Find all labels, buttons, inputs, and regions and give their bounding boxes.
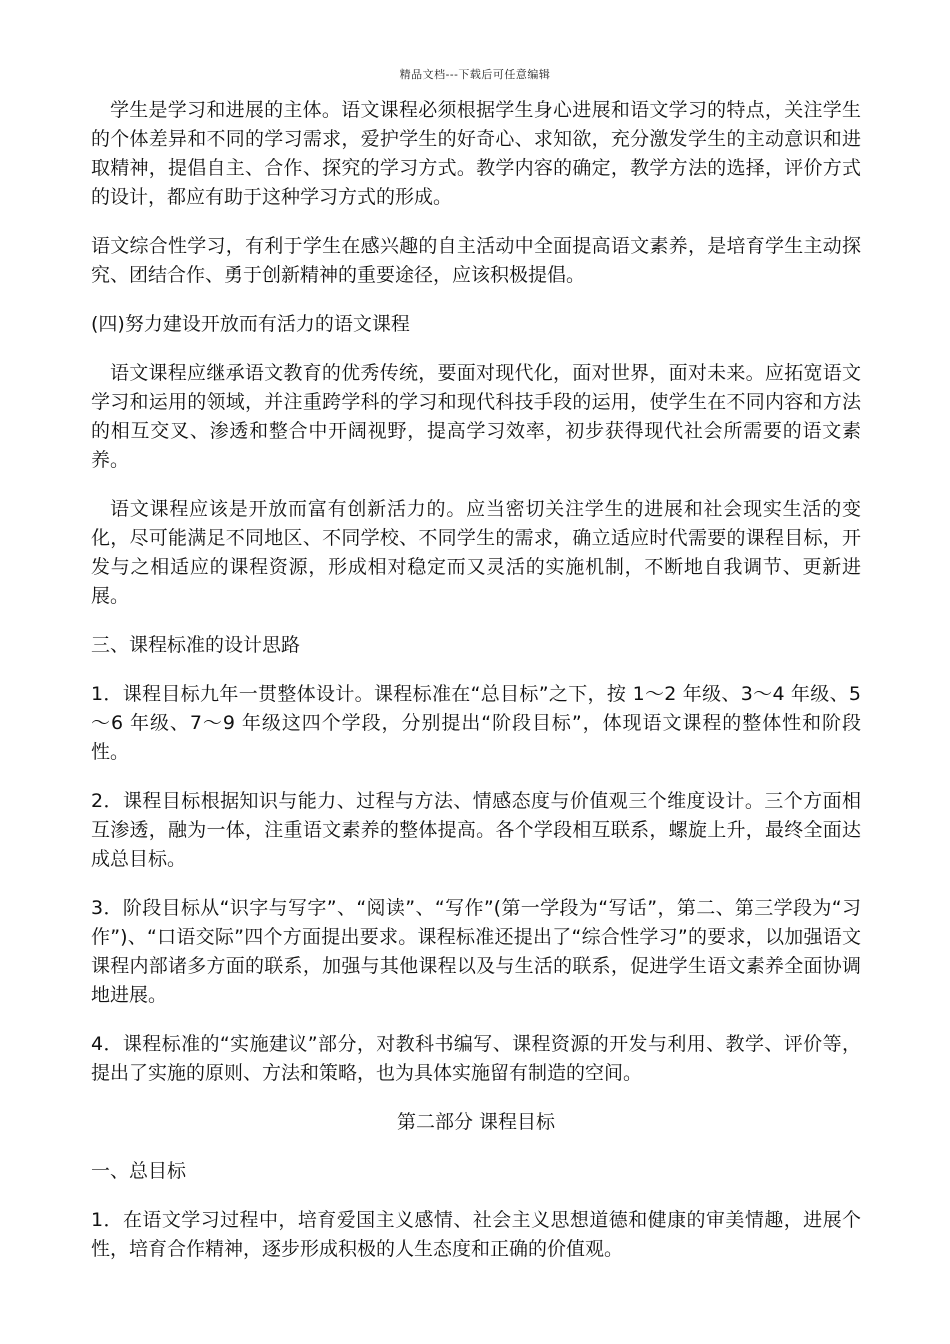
part-title-curriculum-goals: 第二部分 课程目标: [396, 1111, 556, 1133]
paragraph-comprehensive-learning: 语文综合性学习，有利于学生在感兴趣的自主活动中全面提高语文素养，是培育学生主动探究、团结合作、勇于创新精神的重要途径，应该积极提倡。: [91, 235, 861, 286]
section-heading-overall-goal: 一、总目标: [91, 1160, 187, 1182]
list-item-2: 2．课程目标根据知识与能力、过程与方法、情感态度与价值观三个维度设计。三个方面相互渗透，融为一体，注重语文素养的整体提高。各个学段相互联系，螺旋上升，最终全面达成总目标。: [91, 790, 861, 870]
list-item-4: 4．课程标准的“实施建议”部分，对教科书编写、课程资源的开发与利用、教学、评价等，提出了实施的原则、方法和策略，也为具体实施留有制造的空间。: [91, 1033, 861, 1084]
goal-item-1: 1．在语文学习过程中，培育爱国主义感情、社会主义思想道德和健康的审美情趣，进展个性，培育合作精神，逐步形成积极的人生态度和正确的价值观。: [91, 1209, 861, 1260]
paragraph-tradition: 语文课程应继承语文教育的优秀传统，要面对现代化，面对世界，面对未来。应拓宽语文学习和运用的领域，并注重跨学科的学习和现代科技手段的运用，使学生在不同内容和方法的相互交叉、渗透和整合中开阔视野，提高学习效率，初步获得现代社会所需要的语文素养。: [91, 362, 861, 471]
section-heading-open-curriculum: (四)努力建设开放而有活力的语文课程: [91, 313, 410, 335]
page-header: 精品文档---下载后可任意编辑: [399, 68, 551, 81]
list-item-3: 3．阶段目标从“识字与写字”、“阅读”、“写作”(第一学段为“写话”，第二、第三学段为“习作”)、“口语交际”四个方面提出要求。课程标准还提出了“综合性学习”的要求，以加强语文课程内部诸多方面的联系，加强与其他课程以及与生活的联系，促进学生语文素养全面协调地进展。: [91, 897, 861, 1006]
list-item-1: 1．课程目标九年一贯整体设计。课程标准在“总目标”之下，按 1～2 年级、3～4 年级、5～6 年级、7～9 年级这四个学段，分别提出“阶段目标”，体现语文课程的整体性和阶段性。: [91, 683, 861, 763]
section-heading-design-ideas: 三、课程标准的设计思路: [91, 634, 301, 656]
paragraph-open-innovative: 语文课程应该是开放而富有创新活力的。应当密切关注学生的进展和社会现实生活的变化，尽可能满足不同地区、不同学校、不同学生的需求，确立适应时代需要的课程目标，开发与之相适应的课程资源，形成相对稳定而又灵活的实施机制，不断地自我调节、更新进展。: [91, 498, 861, 607]
paragraph-student-subject: 学生是学习和进展的主体。语文课程必须根据学生身心进展和语文学习的特点，关注学生的个体差异和不同的学习需求，爱护学生的好奇心、求知欲，充分激发学生的主动意识和进取精神，提倡自主、合作、探究的学习方式。教学内容的确定，教学方法的选择，评价方式的设计，都应有助于这种学习方式的形成。: [91, 99, 861, 208]
document-body: [91, 96, 861, 1284]
